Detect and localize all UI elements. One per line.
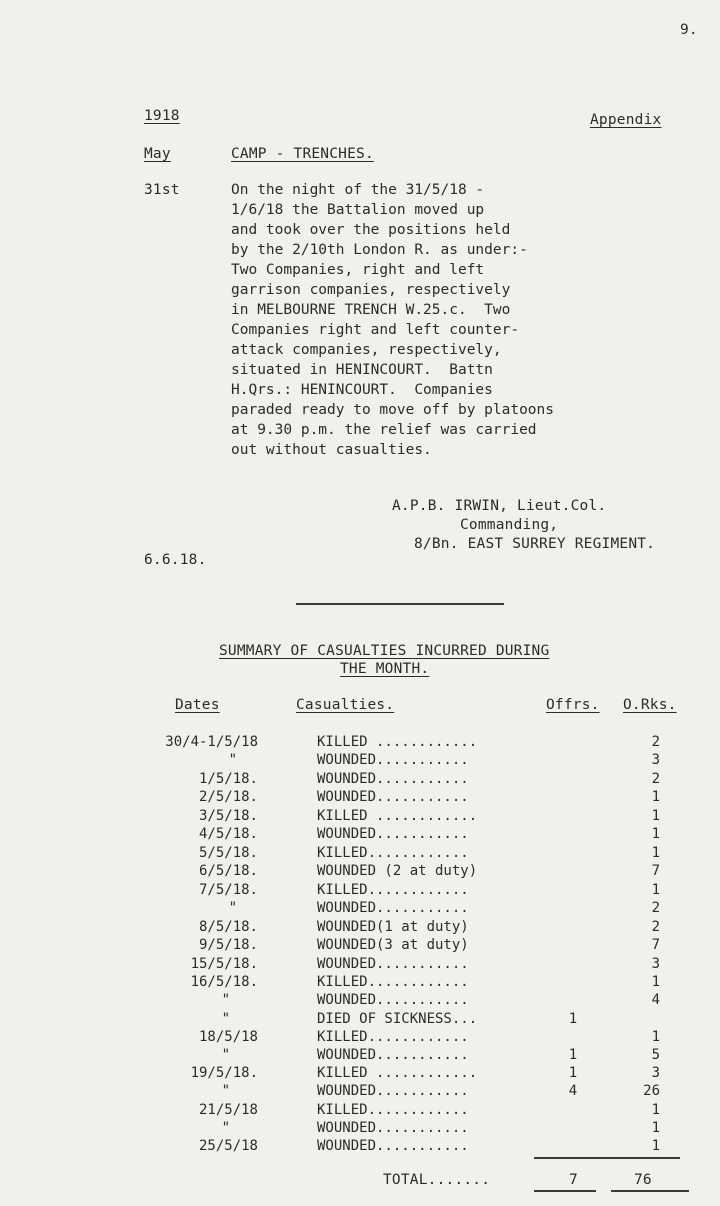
entry-line: by the 2/10th London R. as under:- [231, 242, 528, 258]
entry-line: and took over the positions held [231, 222, 511, 238]
total-rule [534, 1157, 680, 1159]
row-casualty: WOUNDED........... [317, 1120, 469, 1136]
total-offrs: 7 [569, 1172, 578, 1188]
row-orks: 2 [651, 734, 660, 750]
table-row [0, 845, 720, 863]
row-casualty: WOUNDED........... [317, 1138, 469, 1154]
entry-line: Two Companies, right and left [231, 262, 485, 278]
table-row [0, 919, 720, 937]
table-row [0, 789, 720, 807]
table-row [0, 900, 720, 918]
entry-line: H.Qrs.: HENINCOURT. Companies [231, 382, 493, 398]
row-casualty: WOUNDED........... [317, 992, 469, 1008]
row-orks: 5 [651, 1047, 660, 1063]
table-row [0, 992, 720, 1010]
row-orks: 1 [651, 1102, 660, 1118]
row-casualty: WOUNDED........... [317, 1083, 469, 1099]
row-date: " [221, 1083, 230, 1099]
summary-title: SUMMARY OF CASUALTIES INCURRED DURING [219, 643, 550, 659]
row-date: " [221, 992, 230, 1008]
row-date: 15/5/18. [190, 956, 258, 972]
row-casualty: KILLED ............ [317, 808, 478, 824]
row-offrs: 1 [568, 1065, 578, 1081]
date-signed: 6.6.18. [144, 552, 207, 568]
table-row [0, 937, 720, 955]
row-orks: 3 [651, 1065, 660, 1081]
row-casualty: WOUNDED(1 at duty) [317, 919, 469, 935]
row-orks: 3 [651, 752, 660, 768]
location-heading: CAMP - TRENCHES. [231, 146, 374, 162]
row-offrs: 1 [568, 1011, 578, 1027]
row-orks: 3 [651, 956, 660, 972]
row-date: 30/4-1/5/18 [165, 734, 258, 750]
row-casualty: KILLED............ [317, 1029, 469, 1045]
row-date: 18/5/18 [198, 1029, 258, 1045]
row-orks: 2 [651, 771, 660, 787]
row-orks: 1 [651, 1138, 660, 1154]
section-divider [296, 603, 504, 605]
row-orks: 1 [651, 808, 660, 824]
header-orks: O.Rks. [623, 697, 677, 713]
row-casualty: WOUNDED (2 at duty) [317, 863, 478, 879]
row-casualty: KILLED............ [317, 882, 469, 898]
row-casualty: KILLED ............ [317, 734, 478, 750]
row-orks: 1 [651, 1120, 660, 1136]
row-casualty: KILLED ............ [317, 1065, 478, 1081]
row-date: 8/5/18. [198, 919, 258, 935]
entry-line: attack companies, respectively, [231, 342, 502, 358]
signature-unit: 8/Bn. EAST SURREY REGIMENT. [414, 536, 656, 552]
row-date: " [228, 752, 237, 768]
table-row [0, 863, 720, 881]
row-offrs: 1 [568, 1047, 578, 1063]
row-orks: 1 [651, 1029, 660, 1045]
table-row [0, 1083, 720, 1101]
entry-line: 1/6/18 the Battalion moved up [231, 202, 485, 218]
row-date: " [221, 1011, 230, 1027]
row-orks: 7 [651, 937, 660, 953]
row-offrs: 4 [568, 1083, 578, 1099]
row-casualty: WOUNDED........... [317, 956, 469, 972]
row-date: 5/5/18. [198, 845, 258, 861]
total-label: TOTAL....... [383, 1172, 491, 1188]
row-date: 3/5/18. [198, 808, 258, 824]
entry-day: 31st [144, 182, 180, 198]
row-date: " [221, 1120, 230, 1136]
table-row [0, 771, 720, 789]
row-date: 1/5/18. [198, 771, 258, 787]
table-row [0, 956, 720, 974]
row-orks: 4 [651, 992, 660, 1008]
signature-role: Commanding, [460, 517, 559, 533]
header-offrs: Offrs. [546, 697, 600, 713]
year-heading: 1918 [144, 108, 180, 124]
month-label: May [144, 146, 171, 162]
row-date: 19/5/18. [190, 1065, 258, 1081]
table-row [0, 1047, 720, 1065]
row-casualty: WOUNDED........... [317, 1047, 469, 1063]
row-casualty: WOUNDED........... [317, 826, 469, 842]
entry-line: situated in HENINCOURT. Battn [231, 362, 493, 378]
signature-name: A.P.B. IRWIN, Lieut.Col. [392, 498, 607, 514]
table-row [0, 1120, 720, 1138]
row-orks: 1 [651, 845, 660, 861]
total-underline-offrs [534, 1190, 596, 1192]
row-date: 16/5/18. [190, 974, 258, 990]
entry-line: at 9.30 p.m. the relief was carried [231, 422, 537, 438]
table-row [0, 1102, 720, 1120]
appendix-heading: Appendix [590, 112, 662, 128]
row-orks: 1 [651, 789, 660, 805]
table-row [0, 752, 720, 770]
entry-line: out without casualties. [231, 442, 432, 458]
table-row [0, 1138, 720, 1156]
row-orks: 1 [651, 826, 660, 842]
row-orks: 26 [643, 1083, 660, 1099]
page-number: 9. [680, 22, 698, 38]
row-date: 7/5/18. [198, 882, 258, 898]
row-casualty: KILLED............ [317, 1102, 469, 1118]
row-casualty: DIED OF SICKNESS... [317, 1011, 478, 1027]
total-underline-orks [611, 1190, 689, 1192]
row-orks: 2 [651, 919, 660, 935]
row-date: " [228, 900, 237, 916]
row-date: 9/5/18. [198, 937, 258, 953]
table-row [0, 882, 720, 900]
entry-line: On the night of the 31/5/18 - [231, 182, 485, 198]
table-row [0, 1065, 720, 1083]
row-date: 25/5/18 [198, 1138, 258, 1154]
total-orks: 76 [634, 1172, 652, 1188]
row-casualty: WOUNDED(3 at duty) [317, 937, 469, 953]
row-orks: 1 [651, 882, 660, 898]
summary-title-line2: THE MONTH. [340, 661, 430, 677]
row-date: 6/5/18. [198, 863, 258, 879]
entry-line: in MELBOURNE TRENCH W.25.c. Two [231, 302, 511, 318]
row-date: 4/5/18. [198, 826, 258, 842]
row-date: 2/5/18. [198, 789, 258, 805]
row-casualty: WOUNDED........... [317, 900, 469, 916]
table-row [0, 1029, 720, 1047]
row-casualty: WOUNDED........... [317, 771, 469, 787]
entry-line: paraded ready to move off by platoons [231, 402, 555, 418]
table-row [0, 974, 720, 992]
header-dates: Dates [175, 697, 220, 713]
table-row [0, 808, 720, 826]
row-casualty: WOUNDED........... [317, 789, 469, 805]
table-row [0, 734, 720, 752]
row-casualty: KILLED............ [317, 974, 469, 990]
table-row [0, 826, 720, 844]
header-casualties: Casualties. [296, 697, 395, 713]
row-date: " [221, 1047, 230, 1063]
entry-line: garrison companies, respectively [231, 282, 511, 298]
row-orks: 2 [651, 900, 660, 916]
row-date: 21/5/18 [198, 1102, 258, 1118]
row-orks: 1 [651, 974, 660, 990]
row-casualty: WOUNDED........... [317, 752, 469, 768]
row-casualty: KILLED............ [317, 845, 469, 861]
entry-line: Companies right and left counter- [231, 322, 520, 338]
table-row [0, 1011, 720, 1029]
row-orks: 7 [651, 863, 660, 879]
